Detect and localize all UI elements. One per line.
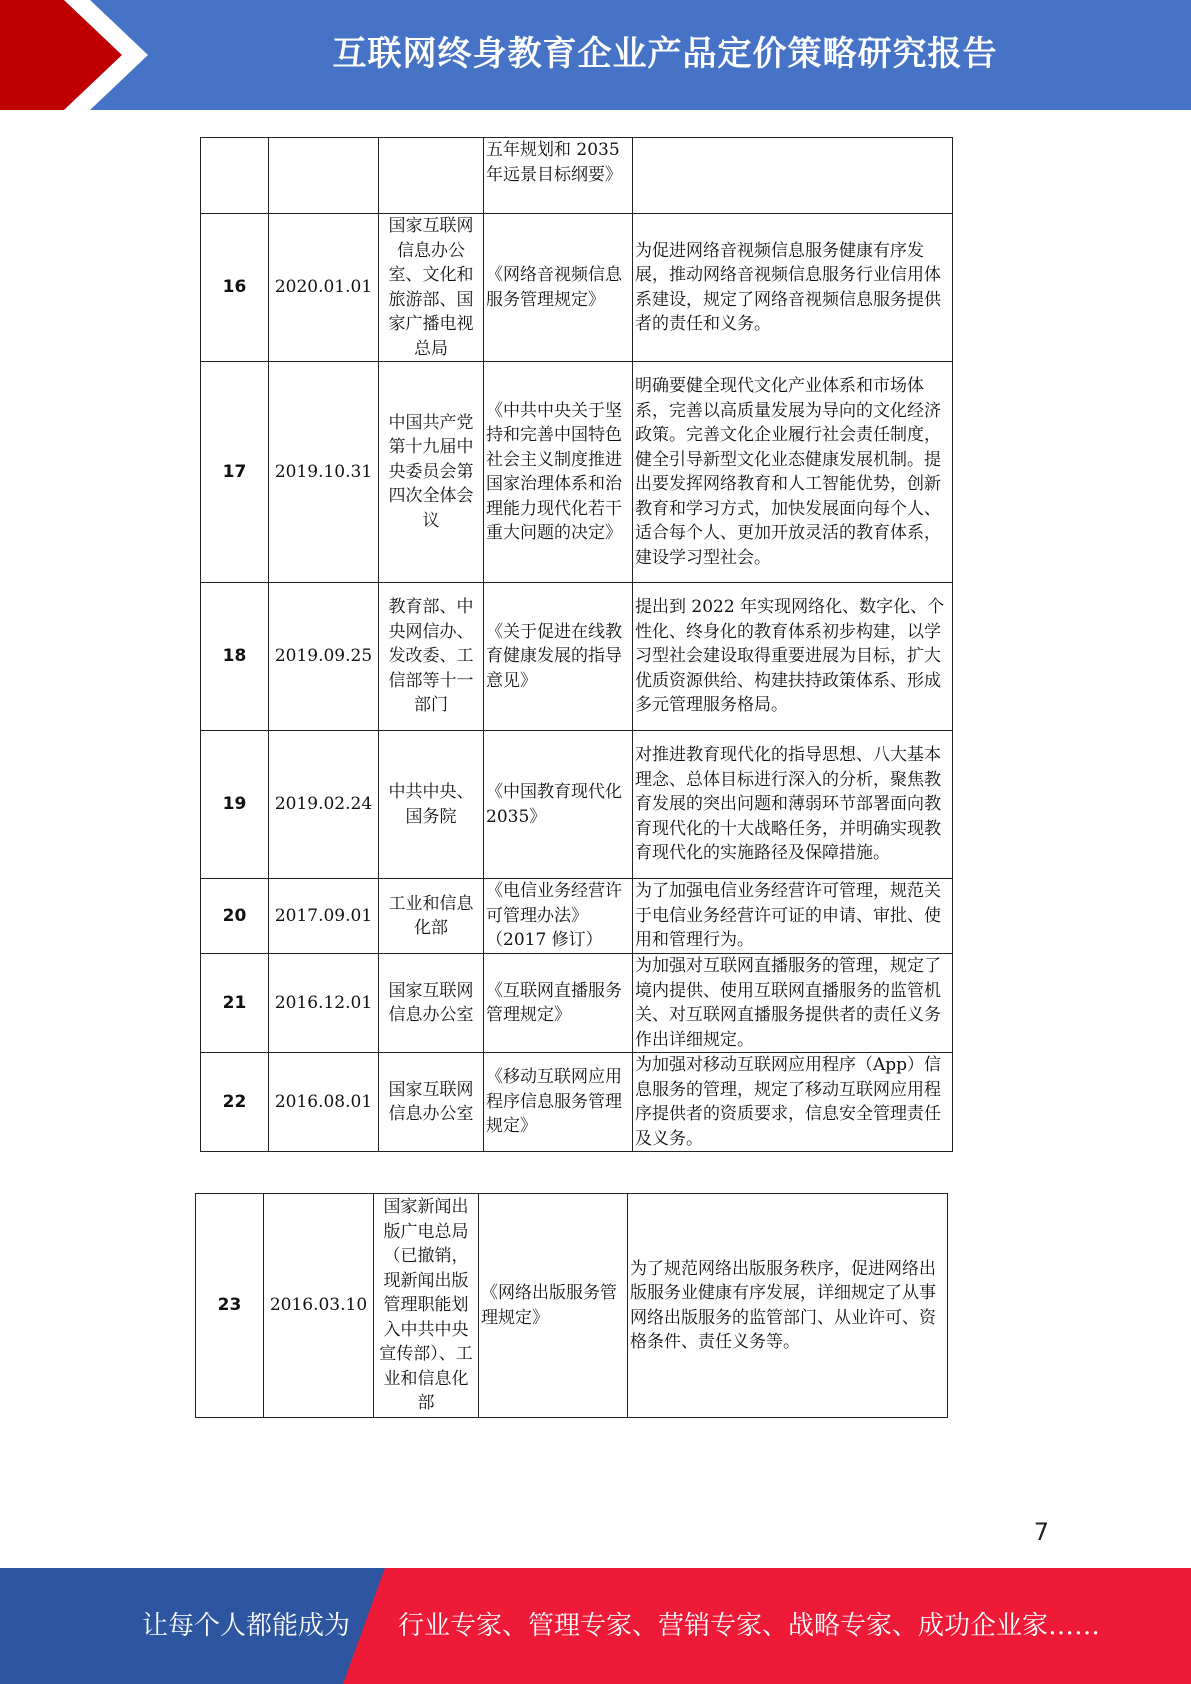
row-document-title: 《互联网直播服务管理规定》 (484, 954, 633, 1053)
row-description: 为了加强电信业务经营许可管理，规范关于电信业务经营许可证的申请、审批、使用和管理行为。 (633, 879, 953, 954)
table-row (201, 362, 953, 583)
row-date: 2019.02.24 (269, 731, 379, 879)
row-description (633, 138, 953, 214)
row-description: 为促进网络音视频信息服务健康有序发展，推动网络音视频信息服务行业信用体系建设，规定了网络音视频信息服务提供者的责任和义务。 (633, 214, 953, 362)
row-date: 2016.08.01 (269, 1053, 379, 1152)
row-document-title: 《网络出版服务管理规定》 (479, 1194, 628, 1418)
row-issuer: 国家互联网信息办公室 (379, 1053, 484, 1152)
row-date: 2019.10.31 (269, 362, 379, 583)
table-row (201, 214, 953, 362)
row-document-title: 《移动互联网应用程序信息服务管理规定》 (484, 1053, 633, 1152)
policy-table-2 (195, 1193, 948, 1418)
row-date: 2019.09.25 (269, 583, 379, 731)
row-issuer: 教育部、中央网信办、发改委、工信部等十一部门 (379, 583, 484, 731)
table-row (201, 731, 953, 879)
row-document-title: 《网络音视频信息服务管理规定》 (484, 214, 633, 362)
footer-slogan-right: 行业专家、管理专家、营销专家、战略专家、成功企业家…… (398, 1611, 1101, 1641)
row-number: 22 (201, 1053, 269, 1152)
row-description: 为加强对移动互联网应用程序（App）信息服务的管理，规定了移动互联网应用程序提供者的资质要求，信息安全管理责任及义务。 (633, 1053, 953, 1152)
row-date: 2016.03.10 (264, 1194, 374, 1418)
row-document-title: 五年规划和 2035 年远景目标纲要》 (484, 138, 633, 214)
row-issuer: 中国共产党第十九届中央委员会第四次全体会议 (379, 362, 484, 583)
row-document-title: 《电信业务经营许可管理办法》（2017 修订） (484, 879, 633, 954)
row-issuer: 国家互联网信息办公室、文化和旅游部、国家广播电视总局 (379, 214, 484, 362)
table-row (201, 583, 953, 731)
table-row (201, 138, 953, 214)
table-row (201, 879, 953, 954)
row-number: 23 (196, 1194, 264, 1418)
row-document-title: 《关于促进在线教育健康发展的指导意见》 (484, 583, 633, 731)
table-row (201, 954, 953, 1053)
row-number: 20 (201, 879, 269, 954)
footer-banner (0, 1568, 1191, 1684)
report-title: 互联网终身教育企业产品定价策略研究报告 (332, 34, 998, 74)
row-description: 为加强对互联网直播服务的管理，规定了境内提供、使用互联网直播服务的监管机关、对互联网直播服务提供者的责任义务作出详细规定。 (633, 954, 953, 1053)
row-document-title: 《中国教育现代化 2035》 (484, 731, 633, 879)
row-issuer: 工业和信息化部 (379, 879, 484, 954)
page-number: 7 (1033, 1518, 1049, 1546)
policy-table-1 (200, 137, 953, 1152)
row-date (269, 138, 379, 214)
table-row (201, 1053, 953, 1152)
row-issuer (379, 138, 484, 214)
row-number: 16 (201, 214, 269, 362)
table-row (196, 1194, 948, 1418)
row-date: 2017.09.01 (269, 879, 379, 954)
row-number: 21 (201, 954, 269, 1053)
row-description: 对推进教育现代化的指导思想、八大基本理念、总体目标进行深入的分析，聚焦教育发展的突出问题和薄弱环节部署面向教育现代化的十大战略任务，并明确实现教育现代化的实施路径及保障措施。 (633, 731, 953, 879)
footer-slogan-left: 让每个人都能成为 (142, 1611, 351, 1641)
row-issuer: 国家互联网信息办公室 (379, 954, 484, 1053)
row-description: 明确要健全现代文化产业体系和市场体系，完善以高质量发展为导向的文化经济政策。完善文化企业履行社会责任制度，健全引导新型文化业态健康发展机制。提出要发挥网络教育和人工智能优势，创新教育和学习方式，加快发展面向每个人、适合每个人、更加开放灵活的教育体系，建设学习型社会。 (633, 362, 953, 583)
row-description: 提出到 2022 年实现网络化、数字化、个性化、终身化的教育体系初步构建，以学习型社会建设取得重要进展为目标，扩大优质资源供给、构建扶持政策体系、形成多元管理服务格局。 (633, 583, 953, 731)
row-number: 18 (201, 583, 269, 731)
row-issuer: 中共中央、国务院 (379, 731, 484, 879)
row-number: 17 (201, 362, 269, 583)
row-document-title: 《中共中央关于坚持和完善中国特色社会主义制度推进国家治理体系和治理能力现代化若干重大问题的决定》 (484, 362, 633, 583)
row-date: 2016.12.01 (269, 954, 379, 1053)
row-description: 为了规范网络出版服务秩序，促进网络出版服务业健康有序发展，详细规定了从事网络出版服务的监管部门、从业许可、资格条件、责任义务等。 (628, 1194, 948, 1418)
row-issuer: 国家新闻出版广电总局（已撤销，现新闻出版管理职能划入中共中央宣传部）、工业和信息化部 (374, 1194, 479, 1418)
row-number (201, 138, 269, 214)
row-date: 2020.01.01 (269, 214, 379, 362)
header-banner (0, 0, 1191, 110)
row-number: 19 (201, 731, 269, 879)
